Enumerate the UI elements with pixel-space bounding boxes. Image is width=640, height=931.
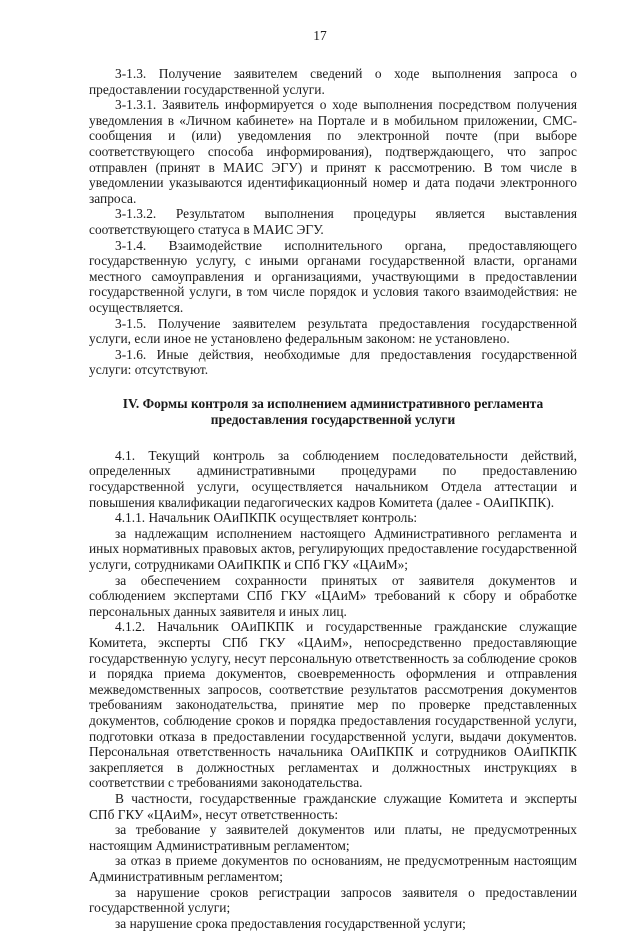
paragraph-3-1-3: 3-1.3. Получение заявителем сведений о ходе выполнения запроса о предоставлении государственной услуги. bbox=[89, 66, 577, 97]
section-4-heading-line-1: IV. Формы контроля за исполнением административного регламента bbox=[122, 395, 544, 411]
paragraph-3-1-3-2: 3-1.3.2. Результатом выполнения процедуры является выставления соответствующего статуса в МАИС ЭГУ. bbox=[89, 206, 577, 237]
paragraph-3-1-3-1: 3-1.3.1. Заявитель информируется о ходе выполнения посредством получения уведомления в «Личном кабинете» на Портале и в мобильном приложении, СМС-сообщения и (или) уведомления по электронной почте (при выборе соответствующего способа информирования), подтверждающего, что запрос отправлен (принят в МАИС ЭГУ) и принят к рассмотрению. В том числе в уведомлении указываются идентификационный номер и дата подачи электронного запроса. bbox=[89, 97, 577, 206]
paragraph-control-item-2: за обеспечением сохранности принятых от заявителя документов и соблюдением экспертами СПб ГКУ «ЦАиМ» требований к сбору и обработке персональных данных заявителя и иных лиц. bbox=[89, 572, 577, 619]
paragraph-responsibility-item-4: за нарушение срока предоставления государственной услуги; bbox=[115, 915, 466, 931]
paragraph-responsibility-intro: В частности, государственные гражданские служащие Комитета и эксперты СПб ГКУ «ЦАиМ», несут ответственность: bbox=[89, 790, 577, 822]
paragraph-3-1-5: 3-1.5. Получение заявителем результата предоставления государственной услуги, если иное не установлено федеральным законом: не установлено. bbox=[89, 315, 577, 347]
paragraph-4-1: 4.1. Текущий контроль за соблюдением последовательности действий, определенных административными процедурами по предоставлению государственной услуги, осуществляется начальником Отдела аттестации и повышения квалификации педагогических кадров Комитета (далее - ОАиПКПК). bbox=[89, 447, 577, 510]
paragraph-responsibility-item-3: за нарушение сроков регистрации запросов заявителя о предоставлении государственной услуги; bbox=[89, 884, 577, 916]
section-4-heading-line-2: предоставления государственной услуги bbox=[210, 411, 456, 427]
paragraph-control-item-1: за надлежащим исполнением настоящего Административного регламента и иных нормативных правовых актов, регулирующих предоставление государственной услуги, сотрудниками ОАиПКПК и СПб ГКУ «ЦАиМ»; bbox=[89, 525, 577, 573]
section-4-heading bbox=[89, 396, 577, 428]
section-3-paragraphs bbox=[89, 66, 577, 378]
section-4-paragraphs bbox=[89, 448, 577, 931]
paragraph-4-1-1: 4.1.1. Начальник ОАиПКПК осуществляет контроль: bbox=[115, 510, 418, 526]
page-number: 17 bbox=[313, 28, 327, 43]
paragraph-responsibility-item-1: за требование у заявителей документов или платы, не предусмотренных настоящим Административным регламентом; bbox=[89, 822, 577, 853]
paragraph-3-1-4: 3-1.4. Взаимодействие исполнительного органа, предоставляющего государственную услугу, с иными органами государственной власти, органами местного самоуправления и организациями, участвующими в предоставлении государственной услуги, в том числе порядок и условия такого взаимодействия: не осуществляется. bbox=[89, 237, 577, 315]
paragraph-3-1-6: 3-1.6. Иные действия, необходимые для предоставления государственной услуги: отсутствуют. bbox=[89, 346, 577, 378]
paragraph-responsibility-item-2: за отказ в приеме документов по основаниям, не предусмотренным настоящим Административным регламентом; bbox=[89, 853, 577, 884]
document-body bbox=[89, 66, 577, 931]
paragraph-4-1-2: 4.1.2. Начальник ОАиПКПК и государственные гражданские служащие Комитета, эксперты СПб ГКУ «ЦАиМ», непосредственно предоставляющие государственную услугу, несут персональную ответственность за соблюдение сроков и порядка приема документов, своевременность оформления и отправления межведомственных запросов, соответствие результатов рассмотрения документов требованиям законодательства, принятие мер по проверке представленных документов, соблюдение сроков и порядка предоставления государственной услуги, подготовки отказа в предоставлении государственной услуги, выдачи документов. Персональная ответственность начальника ОАиПКПК и сотрудников ОАиПКПК закрепляется в должностных регламентах и должностных инструкциях в соответствии с требованиями законодательства. bbox=[89, 619, 577, 791]
